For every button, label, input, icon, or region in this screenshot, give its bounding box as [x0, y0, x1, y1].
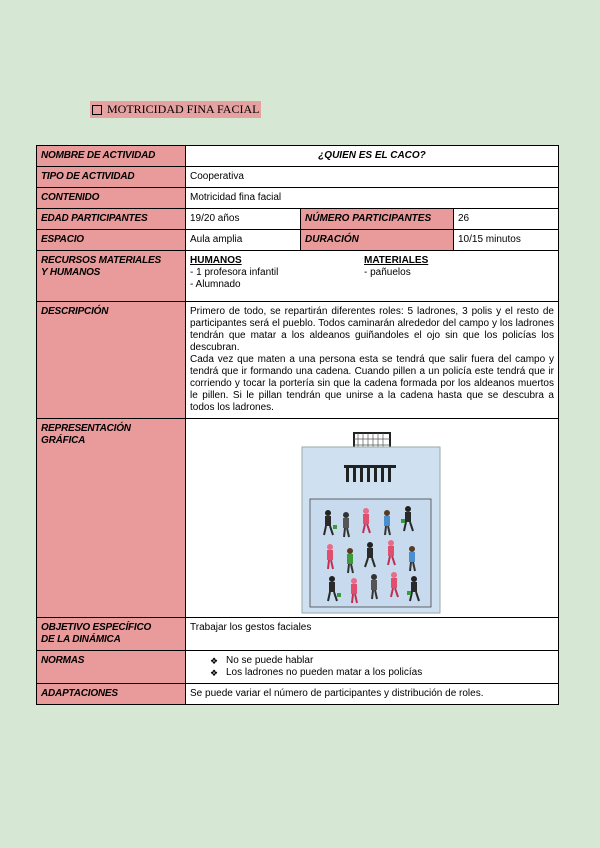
row-objetivo — [37, 618, 559, 651]
space-value: Aula amplia — [186, 230, 301, 251]
description-paragraph-2: Cada vez que maten a una persona esta se tendrá que salir fuera del campo y tendrá que ir formando una cadena. Cuando pillen a un policía este tendrá que ir corriendo y tocar la portería sin que la cadena formada por los aldeanos muertos le pillen. Si le pillan tendrán que unirse a la cadena hasta que se descubra a todos los ladrones. — [190, 354, 554, 413]
materiales-title: MATERIALES — [364, 255, 429, 266]
adaptations-value: Se puede variar el número de participantes y distribución de roles. — [186, 684, 559, 705]
objective-value: Trabajar los gestos faciales — [186, 618, 559, 651]
label-objetivo-line1: OBJETIVO ESPECÍFICO — [41, 622, 152, 633]
section-heading — [90, 101, 261, 118]
humanos-title: HUMANOS — [190, 255, 242, 266]
label-recursos — [37, 251, 186, 302]
humanos-item: - 1 profesora infantil — [190, 267, 279, 278]
label-objetivo — [37, 618, 186, 651]
age-value: 19/20 años — [186, 209, 301, 230]
label-edad: EDAD PARTICIPANTES — [37, 209, 186, 230]
label-espacio: ESPACIO — [37, 230, 186, 251]
label-representacion-line1: REPRESENTACIÓN — [41, 423, 131, 434]
row-adaptaciones — [37, 684, 559, 705]
label-recursos-line1: RECURSOS MATERIALES — [41, 255, 161, 266]
row-descripcion — [37, 302, 559, 419]
rule-item — [210, 667, 554, 679]
materiales-column — [364, 255, 538, 291]
rule-item — [210, 655, 554, 667]
heading-text: MOTRICIDAD FINA FACIAL — [107, 102, 260, 116]
activity-content: Motricidad fina facial — [186, 188, 559, 209]
label-representacion-line2: GRÁFICA — [41, 435, 86, 446]
duration-value: 10/15 minutos — [454, 230, 559, 251]
graphic-cell — [186, 419, 559, 618]
participants-value: 26 — [454, 209, 559, 230]
materiales-item: - pañuelos — [364, 267, 411, 278]
activity-sheet-table — [36, 145, 559, 705]
humanos-item: - Alumnado — [190, 279, 241, 290]
row-espacio — [37, 230, 559, 251]
row-edad — [37, 209, 559, 230]
rules-list — [190, 655, 554, 679]
row-tipo — [37, 167, 559, 188]
field-diagram — [186, 419, 558, 617]
humanos-column — [190, 255, 364, 291]
label-normas: NORMAS — [37, 651, 186, 684]
label-nombre: NOMBRE DE ACTIVIDAD — [37, 146, 186, 167]
label-tipo: TIPO DE ACTIVIDAD — [37, 167, 186, 188]
label-numero: NÚMERO PARTICIPANTES — [301, 209, 454, 230]
resources-cell — [186, 251, 559, 302]
activity-type: Cooperativa — [186, 167, 559, 188]
row-recursos — [37, 251, 559, 302]
activity-name: ¿QUIEN ES EL CACO? — [186, 146, 559, 167]
row-contenido — [37, 188, 559, 209]
label-recursos-line2: Y HUMANOS — [41, 267, 101, 278]
label-objetivo-line2: DE LA DINÁMICA — [41, 634, 121, 645]
label-contenido: CONTENIDO — [37, 188, 186, 209]
label-representacion — [37, 419, 186, 618]
rule-text: Los ladrones no pueden matar a los policías — [226, 667, 423, 678]
row-representacion — [37, 419, 559, 618]
rule-text: No se puede hablar — [226, 655, 314, 666]
label-duracion: DURACIÓN — [301, 230, 454, 251]
row-nombre — [37, 146, 559, 167]
rules-cell — [186, 651, 559, 684]
row-normas — [37, 651, 559, 684]
label-adaptaciones: ADAPTACIONES — [37, 684, 186, 705]
checkbox-square-icon — [92, 105, 102, 115]
description-cell — [186, 302, 559, 419]
description-paragraph-1: Primero de todo, se repartirán diferentes roles: 5 ladrones, 3 polis y el resto de participantes será el pueblo. Todos caminarán alrededor del campo y los ladrones tendrán que matar a los aldeanos guiñandoles el ojo sin que los policías los descubran. — [190, 306, 554, 353]
diamond-bullet-icon: ❖ — [210, 656, 219, 666]
diamond-bullet-icon: ❖ — [210, 668, 219, 678]
label-descripcion: DESCRIPCIÓN — [37, 302, 186, 419]
